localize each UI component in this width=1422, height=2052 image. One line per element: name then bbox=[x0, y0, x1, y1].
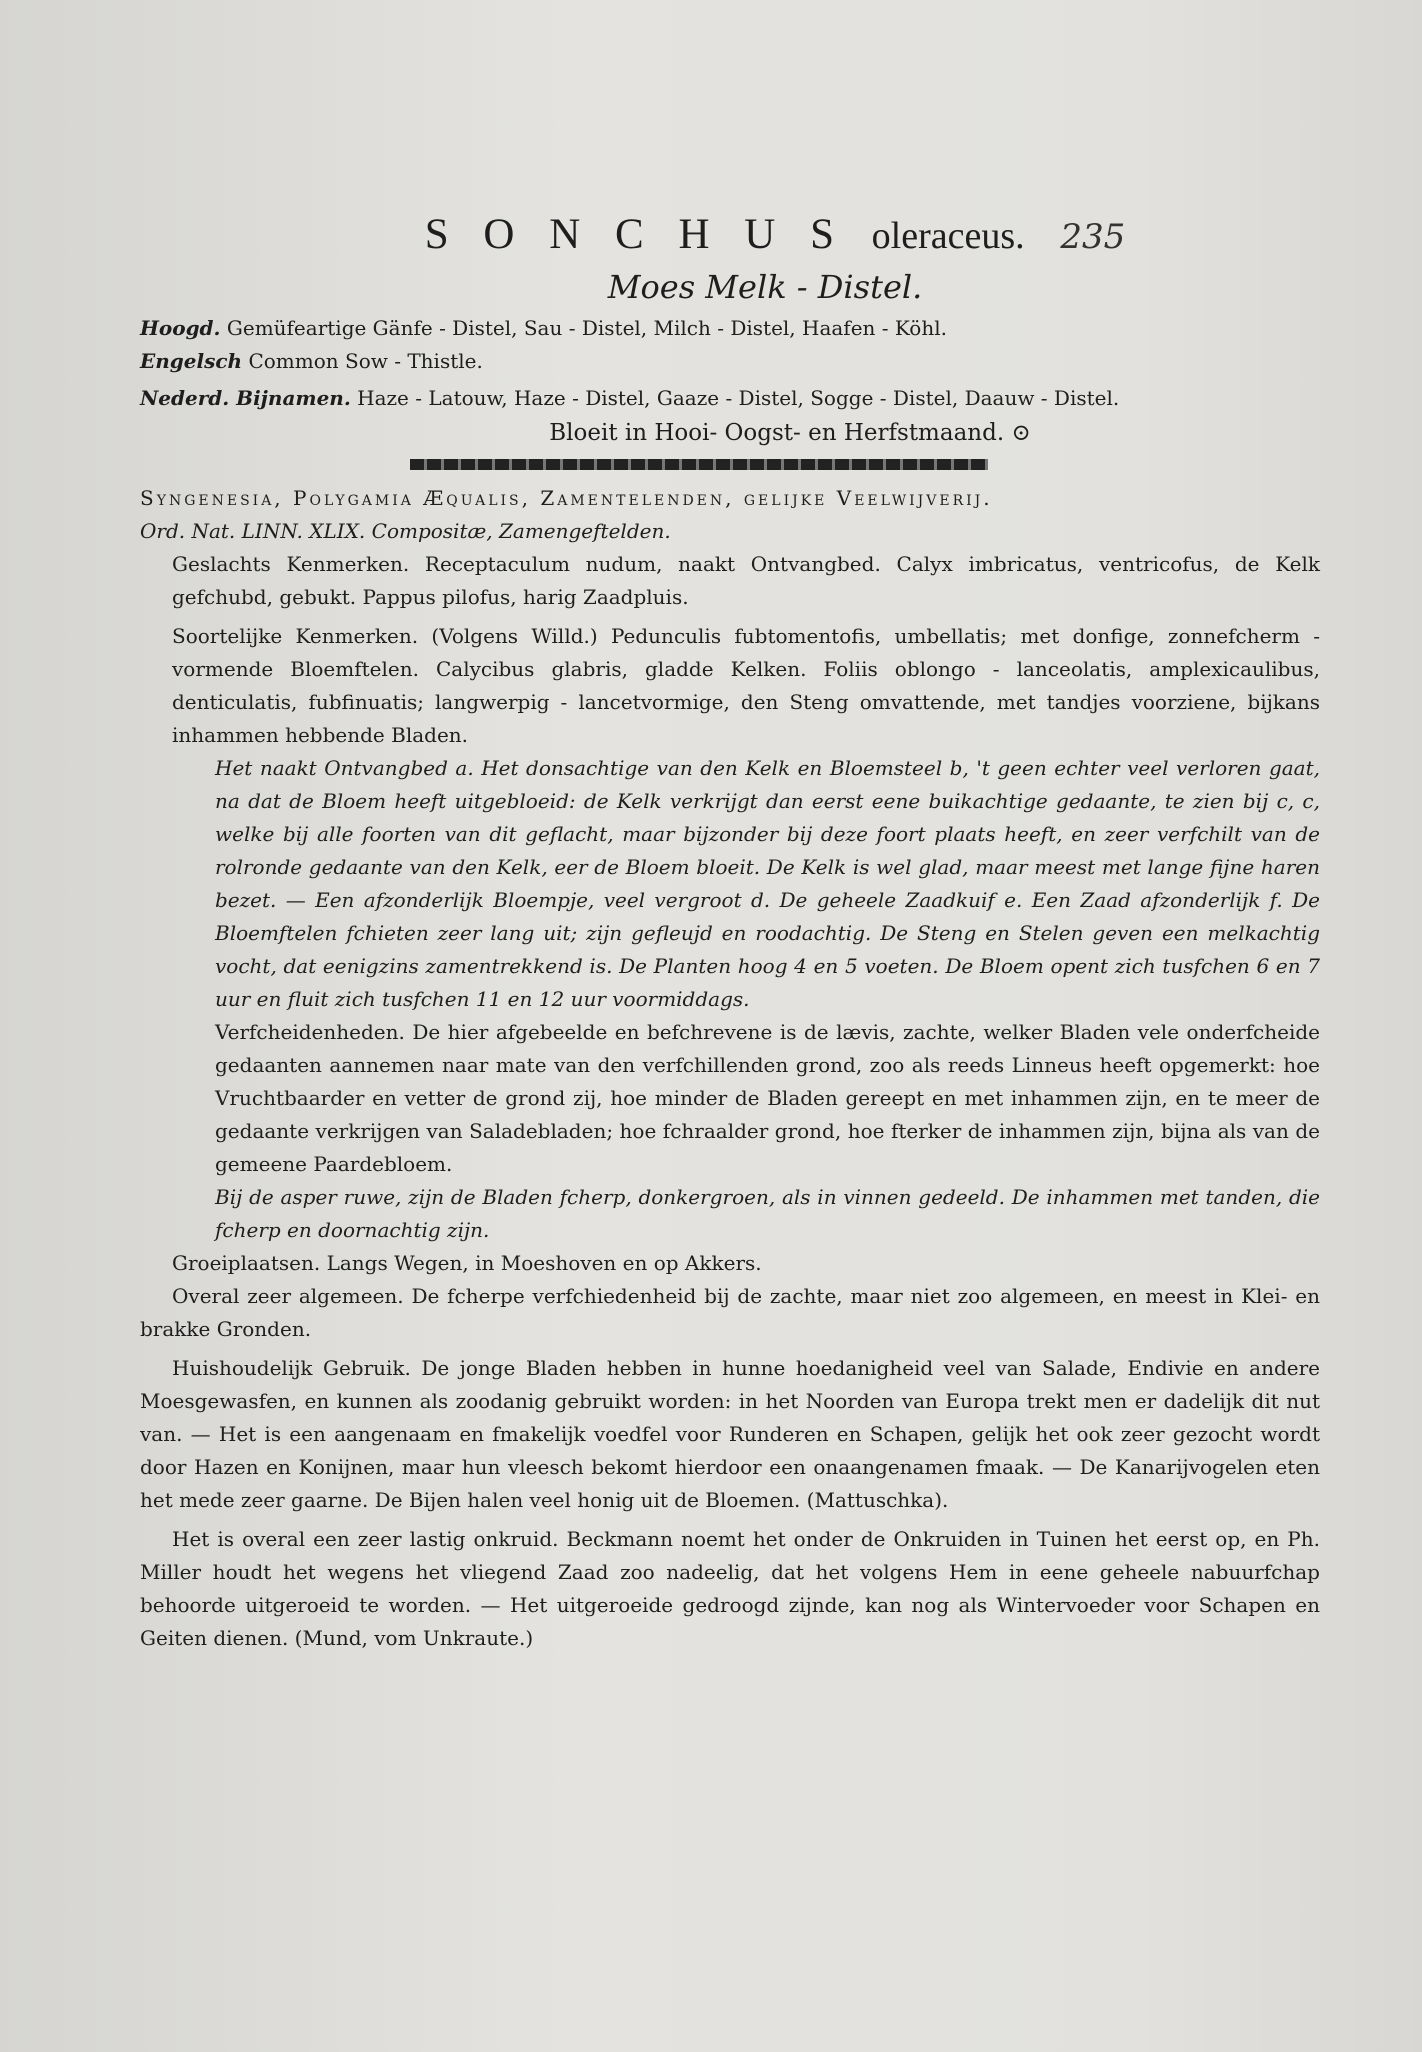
title-genus: S O N C H U S bbox=[424, 211, 846, 258]
ornamental-rule bbox=[410, 459, 988, 470]
geslachts-kenmerken: Geslachts Kenmerken. Receptaculum nudum, naakt Ontvangbed. Calyx imbricatus, ventricofus, de Kelk gefchubd, gebukt. Pappus pilofus, harig Zaadpluis. bbox=[172, 552, 1320, 609]
hoogd-label: Hoogd. bbox=[140, 316, 221, 340]
huishoudelijk-gebruik: Huishoudelijk Gebruik. De jonge Bladen hebben in hunne hoedanigheid veel van Salade, Endivie en andere Moesgewasfen, en kunnen als zoodanig gebruikt worden: in het Noorden van Europa trekt men er dadelijk dit nut van. — Het is een aangenaam en fmakelijk voedfel voor Runderen en Schapen, gelijk het ook zeer gezocht wordt door Hazen en Konijnen, maar hun vleesch bekomt hierdoor een onaangenamen fmaak. — De Kanarijvogelen eten het mede zeer gaarne. De Bijen halen veel honig uit de Bloemen. (Mattuschka). bbox=[140, 1356, 1320, 1512]
engelsch-label: Engelsch bbox=[140, 349, 243, 373]
page-number: 235 bbox=[1060, 217, 1126, 257]
classification-line2: Ord. Nat. LINN. XLIX. Compositæ, Zamengeftelden. bbox=[140, 519, 671, 543]
names-engelsch bbox=[140, 345, 1320, 378]
page-title bbox=[185, 205, 1365, 266]
onkruid-paragraph: Het is overal een zeer lastig onkruid. Beckmann noemt het onder de Onkruiden in Tuinen het eerst op, en Ph. Miller houdt het wegens het vliegend Zaad zoo nadeelig, dat het volgens Hem in eene geheele nabuurfchap behoorde uitgeroeid te worden. — Het uitgeroeide gedroogd zijnde, kan nog als Wintervoeder voor Schapen en Geiten dienen. (Mund, vom Unkraute.) bbox=[140, 1527, 1320, 1650]
description-section bbox=[140, 752, 1320, 1247]
common-names bbox=[140, 312, 1320, 415]
soortelijke-kenmerken: Soortelijke Kenmerken. (Volgens Willd.) Pedunculis fubtomentofis, umbellatis; met donfige, zonnefcherm - vormende Bloemftelen. Calycibus glabris, gladde Kelken. Foliis oblongo - lanceolatis, amplexicaulibus, denticulatis, fubfinuatis; langwerpig - lancetvormige, den Steng omvattende, met tandjes voorziene, bijkans inhammen hebbende Bladen. bbox=[172, 624, 1320, 747]
dutch-name: Moes Melk - Distel. bbox=[607, 268, 923, 306]
asper-paragraph: Bij de asper ruwe, zijn de Bladen fcherp, donkergroen, als in vinnen gedeeld. De inhammen met tanden, die fcherp en doornachtig zijn. bbox=[215, 1185, 1320, 1242]
names-hoogd bbox=[140, 312, 1320, 345]
bloom-period: Bloeit in Hooi- Oogst- en Herfstmaand. ⊙ bbox=[549, 420, 1031, 446]
groeiplaatsen: Groeiplaatsen. Langs Wegen, in Moeshoven en op Akkers. bbox=[172, 1251, 762, 1275]
hoogd-text: Gemüfeartige Gänfe - Distel, Sau - Distel, Milch - Distel, Haafen - Köhl. bbox=[226, 316, 947, 340]
engelsch-text: Common Sow - Thistle. bbox=[248, 349, 483, 373]
description-paragraph: Het naakt Ontvangbed a. Het donsachtige van den Kelk en Bloemsteel b, 't geen echter veel verloren gaat, na dat de Bloem heeft uitgebloeid: de Kelk verkrijgt dan eerst eene buikachtige gedaante, te zien bij c, c, welke bij alle foorten van dit geflacht, maar bijzonder bij deze foort plaats heeft, en zeer verfchilt van de rolronde gedaante van den Kelk, eer de Bloem bloeit. De Kelk is wel glad, maar meest met lange fijne haren bezet. — Een afzonderlijk Bloempje, veel vergroot d. De geheele Zaadkuif e. Een Zaad afzonderlijk f. De Bloemftelen fchieten zeer lang uit; zijn gefleujd en roodachtig. De Steng en Stelen geven een melkachtig vocht, dat eenigzins zamentrekkend is. De Planten hoog 4 en 5 voeten. De Bloem opent zich tusfchen 6 en 7 uur en fluit zich tusfchen 11 en 12 uur voormiddags. bbox=[215, 756, 1320, 1011]
classification-line1: Syngenesia, Polygamia Æqualis, Zamentelenden, gelijke Veelwijverij. bbox=[140, 486, 993, 510]
overal-paragraph: Overal zeer algemeen. De fcherpe verfchiedenheid bij de zachte, maar niet zoo algemeen, en meest in Klei- en brakke Gronden. bbox=[140, 1284, 1320, 1341]
nederd-label: Nederd. Bijnamen. bbox=[140, 386, 351, 410]
varieties-paragraph: Verfcheidenheden. De hier afgebeelde en befchrevene is de lævis, zachte, welker Bladen vele onderfcheide gedaanten aannemen naar mate van den verfchillenden grond, zoo als reeds Linneus heeft opgemerkt: hoe Vruchtbaarder en vetter de grond zij, hoe minder de Bladen gereept en met inhammen zijn, en te meer de gedaante verkrijgen van Saladebladen; hoe fchraalder grond, hoe fterker de inhammen zijn, bijna als van de gemeene Paardebloem. bbox=[215, 1020, 1320, 1176]
page-content bbox=[140, 205, 1320, 1655]
title-species: oleraceus. bbox=[871, 215, 1025, 257]
names-nederd bbox=[140, 382, 1320, 415]
nederd-text: Haze - Latouw, Haze - Distel, Gaaze - Distel, Sogge - Distel, Daauw - Distel. bbox=[357, 386, 1120, 410]
body-text bbox=[140, 482, 1320, 1655]
